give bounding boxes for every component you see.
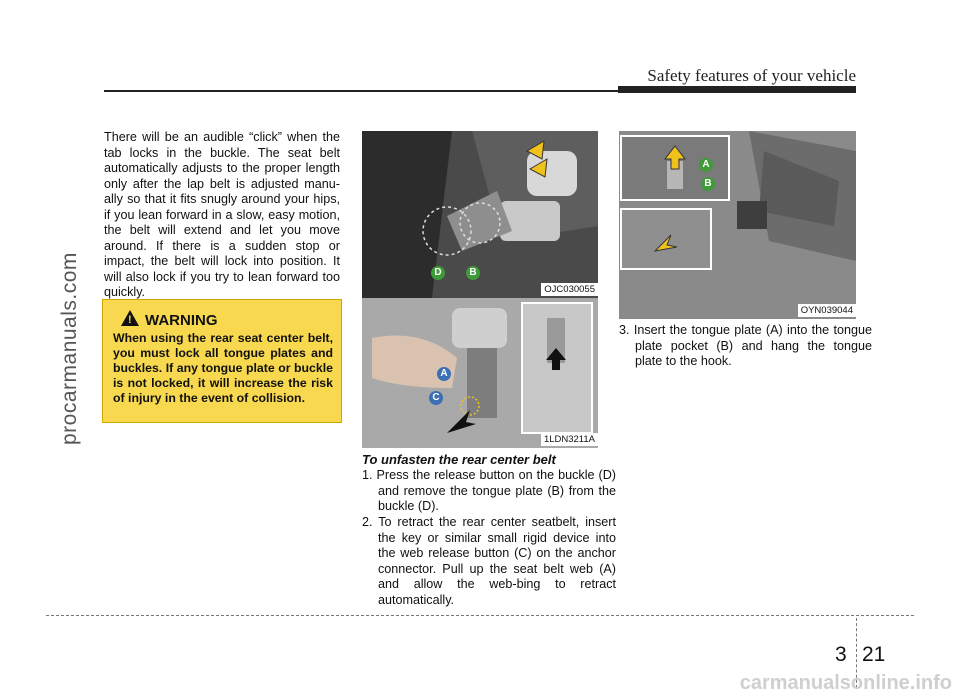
site-footer-watermark: carmanualsonline.info [739,672,952,694]
anchor-illustration [362,298,598,448]
figure-code: 1LDN3211A [541,433,598,446]
step-item: 3. Insert the tongue plate (A) into the tongue plate pocket (B) and hang the tongue plate to the hook. [619,323,872,368]
marker-d-label: D [431,266,445,280]
tongue-plate-illustration [619,131,856,319]
marker-b-label: B [701,177,715,191]
warning-title: WARNING [145,312,218,329]
exclamation-icon: ! [128,314,132,326]
intro-paragraph: There will be an audible “click” when the tab locks in the buckle. The seat belt automatically adjusts to the proper length only after the lap belt is adjusted manu-ally so that it fits snugly around your hips, if you lean forward in a slow, easy motion, the belt will extend and let you move around. If there is a sudden stop or impact, the belt will lock into position. It will also lock if you try to lean forward too quickly. [104,130,340,299]
section-heading: To unfasten the rear center belt [362,452,556,467]
side-watermark: procarmanuals.com [58,252,81,445]
step-item: 1. Press the release button on the buckle (D) and remove the tongue plate (B) from the buckle (D). [362,468,616,513]
figure-code: OJC030055 [541,283,598,296]
header-rule-accent [618,86,856,93]
figure-code: OYN039044 [798,304,856,317]
warning-box [102,299,342,423]
marker-a-label: A [699,158,713,172]
page-section-number: 3 [835,643,847,666]
figure-anchor-photo [362,298,598,448]
page-number: 21 [862,643,886,666]
figure-buckle-photo [362,131,598,298]
marker-a-label: A [437,367,451,381]
marker-b-label: B [466,266,480,280]
footer-rule [46,615,914,616]
page-header-title: Safety features of your vehicle [647,66,856,85]
buckle-illustration [362,131,598,298]
warning-body: When using the rear seat center belt, you must lock all tongue plates and buckles. If any tongue plate or buckle is not locked, it will increase the risk of injury in the event of collision. [113,331,333,405]
figure-tongue-photo [619,131,856,319]
step-item: 2. To retract the rear center seatbelt, insert the key or similar small rigid device into the web release button (C) on the anchor connector. Pull up the seat belt web (A) and allow the web-bing to retract automatically. [362,515,616,607]
marker-c-label: C [429,391,443,405]
